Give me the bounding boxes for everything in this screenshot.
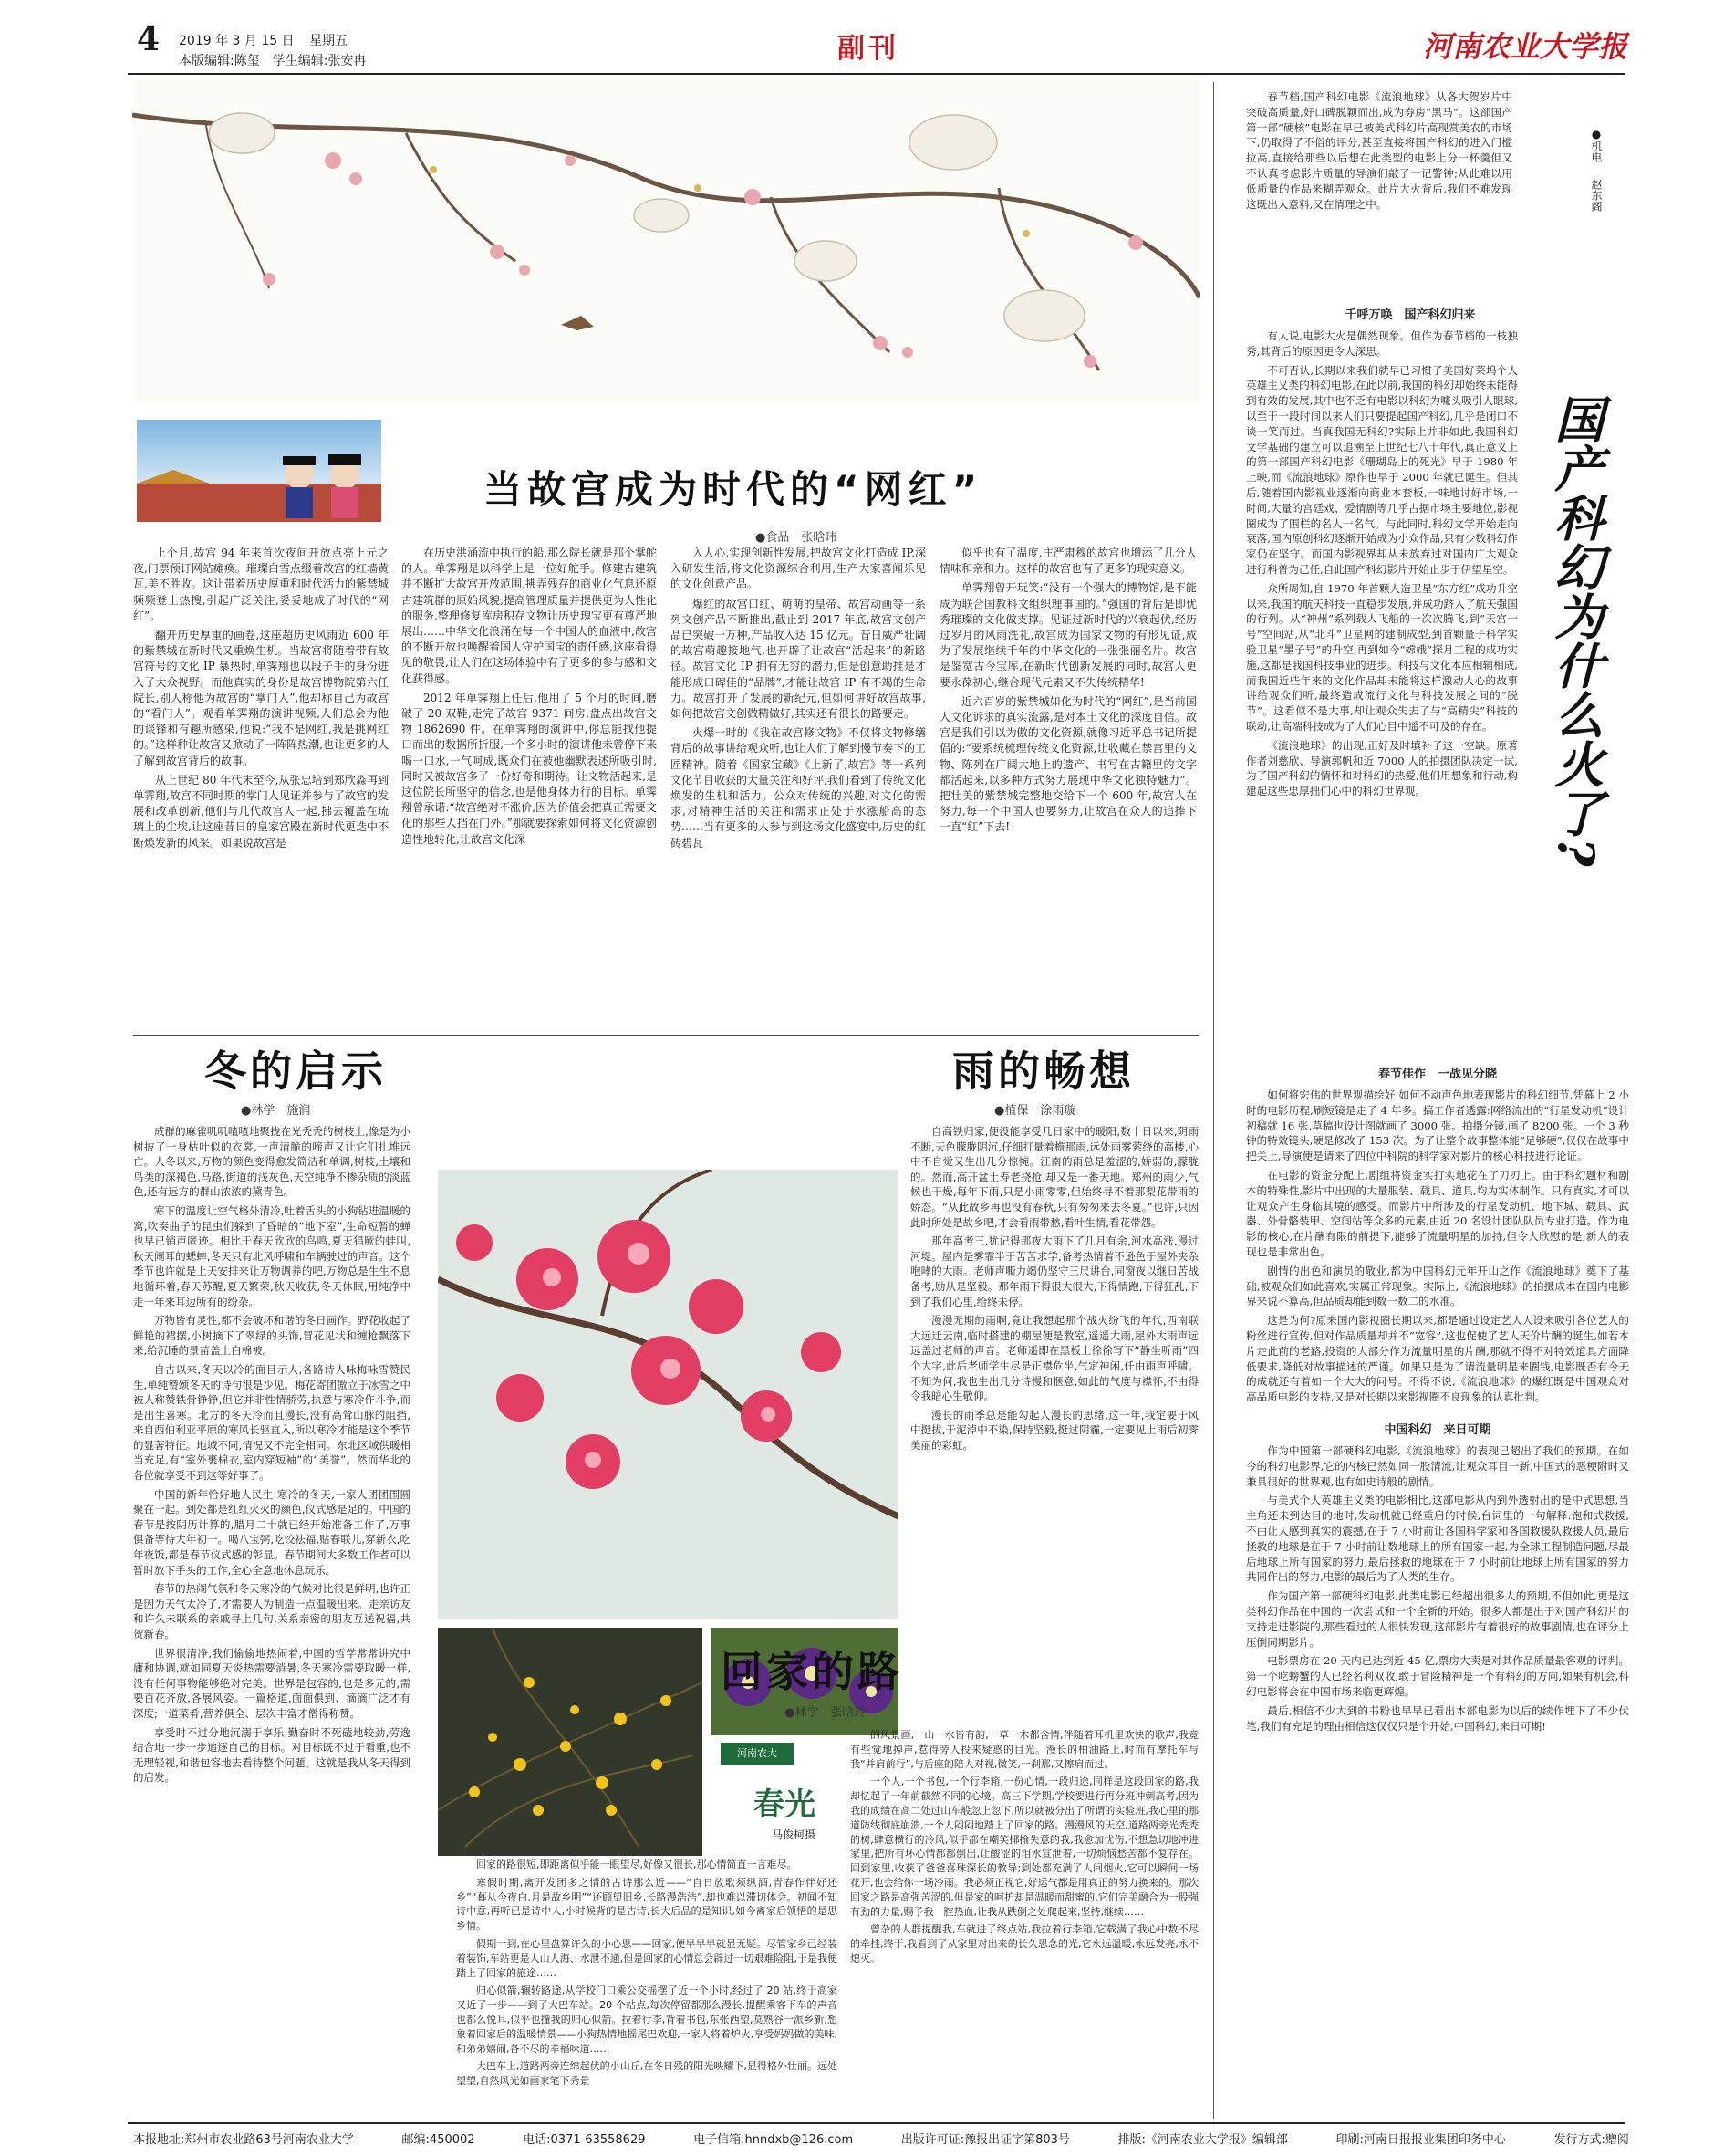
scifi-byline-label: ●机电 xyxy=(1590,128,1603,162)
scifi-subtitle-1: 千呼万唤 国产科幻归来 xyxy=(1345,308,1476,322)
paragraph: 寒假时期,离开发团多之情的古诗那么近——“自日放歌须纵酒,青春作伴好还乡”“暮从今夜白,月是故乡明”“还顾望旧乡,长路漫浩浩”,却也难以滞切体会。初闻不知诗中意,再听已是诗中人,小时候背的是古诗,长大后品的是知识,如今离家后领悟的是思乡情。 xyxy=(456,1876,837,1932)
paragraph: 成群的麻雀叽叽喳喳地聚拢在光秃秃的树枝上,像是为小树披了一身枯叶似的衣裳,一声清脆的啼声又让它们扎堆远亡。人冬以来,万物的颜色变得愈发简洁和单调,树枝,土壤和鸟类的深褐色,马路,街道的浅灰色,天空纯净不掺杂质的淡蓝色,还有远方的群山浓浓的黛青色。 xyxy=(133,1125,410,1199)
footer-permit: 出版许可证:豫报出证字第803号 xyxy=(900,2133,1070,2147)
footer-layout: 排版:《河南农业大学报》编辑部 xyxy=(1117,2133,1288,2147)
scifi-byline-name: 赵东阁 xyxy=(1590,179,1603,212)
paragraph: 与美式个人英雄主义类的电影相比,这部电影从内到外透射出的是中式思想,当主角还未到达目的地时,发动机就已经重启的时候,台词里的一句解释:饱和式救援,不由让人感到真实的震撼,在于 7 小时前让各国科学家和各国救援队救援人员,最后拯救的地球是在于 7 小时前让数地球上的所有国家一起,为全球工程制造问题,尽最后地球上所有国家的努力,最后拯救的地球在于 7 小时前让地球上所有国家的努力共同作出的努力,电影的最后为了人类的生存。 xyxy=(1246,1494,1629,1584)
home-col-1 xyxy=(456,1858,837,2117)
paragraph: 电影票房在 20 天内已达到近 45 亿,票房大卖是对其作品质量最客观的评判。第一个吃螃蟹的人已经名利双收,敢于冒险精神是一个有科幻的方向,如果有机会,科幻电影将会在中国市场来临更辉煌。 xyxy=(1246,1654,1629,1698)
paragraph: 寒下的温度让空气格外清冷,吐着舌头的小狗钻进温暖的窝,吹奏曲子的昆虫们躲到了昏暗的“地下室”,生命短暂的蝉也早已销声匿迹。相比于春天欣欣的鸟鸣,夏天猖厥的蛙叫,秋天闹耳的蟋蟀,冬天只有北风呼啸和车辆驶过的声音。这个季节也许就是上天安排来让万物调养的吧,万物总是生生不息地循环着,春天苏醒,夏天繁荣,秋天收获,冬天休眠,用纯净中走一年来耳边所有的纷杂。 xyxy=(133,1203,410,1308)
blossom-photo xyxy=(438,1170,898,1619)
paragraph: 大巴车上,道路两旁连绵起伏的小山丘,在冬日残的阳光映耀下,显得格外壮丽。远处望望,自然风光如画家笔下秀景 xyxy=(456,2060,837,2088)
paragraph: 一个人,一个书包,一个行李箱,一份心情,一段归途,同样是这段回家的路,我却忆起了一年前截然不同的心境。高三下学期,学校要进行再分班冲刺高考,因为我的成绩在高二处过山车般忽上忽下,所以就被分出了所谓的实验班,我心里的那道防线彻底崩溃,一个人闷闷地踏上了回家的路。漫漫风的天空,道路两旁光秃秃的树,肆意横行的冷风,似乎都在嘲笑揶揄失意的我,我愈加忧伤,不想急切地冲进家里,把所有坏心情都都倒出,让酸涩的泪水宣泄着,一切烦恼愁苦都不复存在。回到家里,收获了爸爸喜珠深长的教导;到处都充满了人间烟火,它可以瞬间一场花开,也会给你一场冷雨。我必须正视它,好运气都是用真正的努力换来的。那次回家之路是高强苦涩的,但是家的呵护却是温暖而甜蜜的,它们完美融合为一股强有劲的力量,赐予我一腔热血,让我从跌倒之处爬起来,坚持,继续…… xyxy=(850,1776,1199,1918)
scifi-section-1 xyxy=(1246,328,1518,1108)
paragraph: 有人说,电影大火是偶然现象。但作为春节档的一枝独秀,其背后的原因更令人深思。 xyxy=(1246,329,1518,358)
footer-postcode: 邮编:450002 xyxy=(401,2133,475,2147)
footer xyxy=(133,2130,1629,2147)
palace-title: 当故宫成为时代的“网红” xyxy=(483,467,983,512)
palace-byline: ●食品 张晗玮 xyxy=(755,531,837,545)
paragraph: 不可否认,长期以来我们就早已习惯了美国好莱坞个人英雄主义类的科幻电影,在此以前,我国的科幻却始终未能得到有效的发展,其中也不乏有电影以科幻为噱头吸引人眼球,以至于一段时间以来人们只要提起国产科幻,几乎是闭口不谈一笑而过。当真我国无科幻?实际上并非如此,我国科幻文学基础的建立可以追溯至上世纪七八十年代,真正意义上的第一部国产科幻电影《珊瑚岛上的死光》早于 1980 年上映,而《流浪地球》原作也早于 2000 年就已诞生。但其后,随着国内影视业逐渐向商业本套板,一味地讨好市场,一时间,大量的宫廷戏、爱情剧等几乎占据市场主要地位,影视圈成为了围栏的名人一名气。与此同时,科幻文学开始走向衰落,国内原创科幻逐渐开始成为小众作品,只有少数科幻作家仍在坚守。而国内影视界却从未放弃过对国内广大观众进行科普为己任,自此国产科幻影片开始止步于伊望星空。 xyxy=(1246,363,1518,576)
palace-photo xyxy=(137,420,381,522)
paragraph: 在历史洪涌流中执行的船,那么院长就是那个掌舵的人。单霁翔是以科学上是一位好舵手。修建古建筑并不断扩大故宫开放范围,拂弄残存的商业化气息还原古建筑群的原始风貌,提高管理质量并提供更为人性化的服务,整理修复库房积存文物让历史瑰宝更有尊严地展出……中华文化浪涌在每一个中国人的血液中,故宫的不断开放也唤醒着国人守护国宝的责任感,这座看得见的敬畏,让人们在这场体验中有了更多的参与感和文化获得感。 xyxy=(401,547,657,685)
paragraph: 曾杂的人群提醒我,车就进了终点站,我拉着行李箱,它载满了我心中数不尽的牵挂,终于,我看到了从家里对出来的长久思念的光,它永远温暖,永远发亮,永不熄灭。 xyxy=(850,1923,1199,1964)
page-number: 4 xyxy=(137,20,161,58)
winter-col xyxy=(133,1124,410,2047)
scifi-byline xyxy=(1589,128,1609,212)
header-rule xyxy=(128,73,1625,75)
paragraph: 翻开历史厚重的画卷,这座超历史风雨近 600 年的紫禁城在新时代又重焕生机。当故宫将随着带有故宫符号的文化 IP 暴热时,单霁翔也以段子手的身份进入了大众视野。而他真实的身份是故宫博物院第六任院长,别人称他为故宫的“掌门人”,他却称自己为故宫的“看门人”。观看单霁翔的演讲视频,人们总会为他的谈锋和有趣所感染,他说:“我不是网红,我是挑网红的。”这样种让故宫又掀动了一阵阵热潮,也让更多的人了解到故宫背后的故事。 xyxy=(133,629,389,767)
paragraph: 入人心,实现创新性发展,把故宫文化打造成 IP,深入研发生活,将文化资源综合利用,生产大家喜闻乐见的文化创意产品。 xyxy=(670,547,926,591)
winter-title: 冬的启示 xyxy=(204,1047,387,1096)
masthead: 河南农业大学报 xyxy=(1423,29,1628,64)
rain-byline: ●植保 涂雨璇 xyxy=(994,1104,1076,1118)
palace-col-3 xyxy=(670,546,926,1166)
weekday-text: 星期五 xyxy=(309,34,348,48)
paragraph: 漫漫无期的雨啊,竟让我想起那个战火纷飞的年代,西南联大远迁云南,临时搭建的棚屋便是教室,遥遥大雨,屋外大雨声远远盖过老师的声音。老师遥即在黑板上徐徐写下“静坐听雨”四个大字,此后老师学生尽是正襟危坐,气定神闲,任由雨声呼啸。不知为何,我也生出几分诗慢和惬意,如此的气度与襟怀,不由得令我暗心生敬仰。 xyxy=(910,1314,1199,1403)
forsythia-photo xyxy=(438,1628,702,1856)
paragraph: 2012 年单霁翔上任后,他用了 5 个月的时间,磨破了 20 双鞋,走完了故宫 9371 间房,盘点出故宫文物 1862690 件。在单霁翔的演讲中,你总能找他提口而出的数据所折服,一个多小时的演讲他未曾停下来喝一口水,一气呵成,既众们在被他幽默表述所吸引时,同时又被故宫多了一份好奇和期待。让文物活起来,是这位院长所坚守的信念,也是他身体力行的目标。单霁翔曾承诺:“故宫绝对不涨价,因为价值会把真正需要文化的那些人挡在门外。”那就要探索如何将文化资源创造性地转化,让故宫文化深 xyxy=(401,691,657,846)
paragraph: 那年高考三,犹记得那夜大雨下了几月有余,河水高涨,漫过河堤。屋内是雾霏半于苦苦求学,备考热情着不逊色于屋外夹杂咆哮的大雨。老师声嘶力竭仍坚守三尺讲台,同窗夜以继日苦战备考,励从是坚毅。那年雨下得很大很大,下得情跑,下得狂乱,下到了我们心里,给终未停。 xyxy=(910,1234,1199,1308)
blossom-painting-svg xyxy=(132,78,1200,403)
paragraph: 近六百岁的紫禁城如化为时代的“网红”,是当前国人文化诉求的真实流露,是对本土文化的深度自信。故宫是我们引以为傲的文化资源,就像习近平总书记所提倡的:“要系统梳理传统文化资源,让收藏在禁宫里的文物、陈列在广阔大地上的遗产、书写在古籍里的文字都活起来,以多种方式努力展现中华文化独特魅力”。把壮美的紫禁城完整地交给下一个 600 年,故宫人在努力,每一个中国人也要努力,让故宫在众人的追捧下一直“红”下去! xyxy=(940,694,1197,834)
photo-caption-title: 春光 xyxy=(753,1786,815,1823)
paragraph: 归心似箭,辗转路途,从学校门口乘公交摇摆了近一个小时,经过了 20 站,终于高家又近了一步——到了大巴车站。20 个站点,每次停留都那么漫长,提醒乘客下车的声音也都么悦耳,似乎也撞我的归心似箭。拉着行李,背着书包,东张西望,莫熟谷一派乡新,想象着回家后的温暖情景——小狗热情地摇尾巴欢迎,一家人将着炉火,享受妈妈做的美味,和弟弟嬉闹,各不尽的幸福味道…… xyxy=(456,1984,837,2055)
paragraph: 作为国产第一部硬科幻电影,此类电影已经超出很多人的预期,不但如此,更是这类科幻作品在中国的一次尝试和一个全新的开始。很多人都是出于对国产科幻片的支持走进影院的,那些看过的人很快发现,这部影片有着很好的故事剧情,也在评分上压倒同期影片。 xyxy=(1246,1589,1629,1649)
paragraph: 众所周知,自 1970 年首颗人造卫星“东方红”成功升空以来,我国的航天科技一直稳步发展,并成功跻入了航天强国的行列。从“神州”系列载人飞船的一次次腾飞,到“天宫一号”空间站,从“北斗”卫星网的建制成型,到首颗量子科学实验卫星“墨子号”的升空,再到如今“嫦娥”探月工程的成功实施,这都是我国科技事业的进步。科技与文化本应相辅相成,而我国近些年来的文化作品却未能将这样激动人心的故事讲给观众们听,最终造成流行文化与科技发展之间的“脱节”。这看似不是大事,却让观众失去了与“高精尖”科技的联动,让高端科技成为了人们心目中遥不可及的存在。 xyxy=(1246,581,1518,733)
editors-line: 本版编辑:陈玺 学生编辑:张安冉 xyxy=(179,54,367,68)
date-text: 2019 年 3 月 15 日 xyxy=(179,34,295,48)
photo-caption-credit: 马俊柯摄 xyxy=(772,1828,816,1841)
footer-address: 本报地址:郑州市农业路63号河南农业大学 xyxy=(133,2133,354,2147)
paragraph: 似乎也有了温度,庄严肃穆的故宫也增添了几分人情味和亲和力。这样的故宫也有了更多的现实意义。 xyxy=(940,547,1197,576)
rain-col xyxy=(910,1124,1199,1613)
home-byline: ●林学 张晗玲 xyxy=(784,1706,867,1720)
paragraph: 《流浪地球》的出现,正好及时填补了这一空缺。原著作者刘慈欣、导演郭帆和近 7000 人的拍摄团队决定一试,为了国产科幻的情怀和对科幻的热爱,他们用想象和行动,构建起这些忠厚拙们心中的科幻世界观。 xyxy=(1246,738,1518,798)
paragraph: 漫长的雨季总是能勾起人漫长的思绪,这一年,我定要于风中挺拔,于泥淖中不染,保持坚毅,挺过阴霾,一定要见上雨后初霁美丽的彩虹。 xyxy=(910,1408,1199,1452)
right-column-divider xyxy=(1213,82,1214,2119)
photo-stamp xyxy=(721,1743,794,1765)
paragraph: 中国的新年恰好地人民生,寒冷的冬天,一家人团团围圆聚在一起。到处都是红红火火的颜色,仪式感是足的。中国的春节是按阴历计算的,腊月二十就已经开始准备工作了,万事俱备等待大年初一。喝八宝粥,吃饺祛福,贴春联儿,穿新衣,吃年夜饭,都是春节仪式感的彰显。春节期间大多数工作者可以暂时放下手头的工作,全心全意地休息玩乐。 xyxy=(133,1487,410,1577)
paragraph: 回家的路很短,即距离似乎能一眼望尽,好像又很长,那心情简直一言难尽。 xyxy=(476,1859,797,1870)
rain-title: 雨的畅想 xyxy=(952,1047,1135,1096)
forsythia-svg xyxy=(438,1628,702,1856)
paragraph: 这是为何?原来国内影视圈长期以来,都是通过设定艺人人设来吸引各位艺人的粉丝进行宣传,但对作品质量却并不“宽容”,这也促使了艺人天价片酬的诞生,如若本片走此前的老路,投资的大部分作为流量明星的片酬,那就不得不对特效道具方面降低要求,降低对故事描述的严谨。如果只是为了请流量明星来圈钱,电影既否有今天的成就还有着如一个大大的问号。不得不说,《流浪地球》的爆红既是中国观众对高品质电影的支持,又是对长期以来影视圈不良现象的认真批判。 xyxy=(1246,1314,1629,1404)
home-title: 回家的路 xyxy=(721,1647,903,1696)
issue-date xyxy=(179,31,348,49)
paragraph: 从上世纪 80 年代末至今,从张忠培到郑欣淼再到单霁翔,故宫不同时期的掌门人见证并参与了故宫的发展和改革创新,他们与几代故宫人一起,拂去覆盖在琉璃上的尘埃,让这座昔日的皇家宫殿在新时代更迭中不断焕发新的风采。如果说故宫是 xyxy=(133,773,389,849)
paragraph: 春节的热闹气氛和冬天寒冷的气候对比很是鲜明,也许正是因为天气太冷了,才需要人为制造一点温暖出来。走亲访友和许久未联系的亲戚寻上几句,关系亲密的朋友互送祝福,共贺新春。 xyxy=(133,1582,410,1640)
paragraph: 爆红的故宫口红、萌萌的皇帝、故宫动画等一系列文创产品不断推出,截止到 2017 年底,故宫文创产品已突破一万种,产品收入达 15 亿元。昔日威严壮阔的故宫萌趣接地气,也开辟了让故宫“活起来”的新路径。故宫文化 IP 拥有无穷的潜力,但是创意助推是才能形成口碑佳的“品牌”,才能让故宫 IP 有不竭的生命力。故宫打开了发展的新纪元,但如何讲好故宫故事,如何把故宫文创做精做好,其实还有很长的路要走。 xyxy=(670,597,926,721)
paragraph: 世界很清净,我们偷偷地热闹着,中国的哲学常常讲究中庸和协调,就如同夏天炎热需要消暑,冬天寒冷需要取暖一样,没有任何事物能够绝对完美。世界是包容的,也是多元的,需要百花齐放,各展风姿。一篇格道,面面俱到、滴滴广泛才有深度;一道菜肴,营养俱全、层次丰富才僧得称赞。 xyxy=(133,1646,410,1720)
paragraph: 如何将宏伟的世界观描绘好,如何不动声色地表现影片的科幻细节,凭幕上 2 小时的电影历程,刷短镜是走了 4 年多。搞工作者透露:网络流出的“行星发动机”设计初稿就 16 张,草稿也设计图就画了 3000 张。拍摄分镜,画了 8200 张。一个 3 秒钟的特效镜头,硬是修改了 153 次。为了让整个故事整体能“足够硬”,仅仅在故事中把关上,导演便是请来了四位中科院的科学家对影片的核心科技进行论证。 xyxy=(1246,1088,1629,1163)
paragraph: 享受时不过分地沉溺于享乐,勤奋时不死磕地较劲,劳逸结合地一步一步追逐自己的目标。对目标既不过于看重,也不无理轻视,和谐包容地去看待整个问题。这就是我从冬天得到的启发。 xyxy=(133,1725,410,1785)
winter-byline: ●林学 施润 xyxy=(241,1104,311,1118)
stamp-text: 河南农大 xyxy=(737,1747,777,1759)
paragraph: 火爆一时的《我在故宫修文物》不仅将文物修缮背后的故事讲给观众听,也让人们了解到慢节奏下的工匠精神。随着《国家宝藏》《上新了,故宫》等一系列文化节目收获的大量关注和好评,我们看到了传统文化焕发的生机和活力。公众对传统的兴趣,对文化的需求,对精神生活的关注和需求正处于水涨船高的态势……当有更多的人参与到这场文化盛宴中,历史的红砖碧瓦 xyxy=(670,726,926,849)
paragraph: 假期一到,在心里盘算许久的小心思——回家,便早早早就显无疑。尽管家乡已经装着装饰,车站更是人山人海、水泄不通,但是回家的心情总会辟过一切艰难险阻,于是我便踏上了回家的旅途…… xyxy=(456,1937,837,1979)
footer-phone: 电话:0371-63558629 xyxy=(523,2133,646,2147)
blossom-painting xyxy=(132,78,1200,403)
palace-bottom-rule xyxy=(133,1035,1199,1036)
paragraph: 万物皆有灵性,都不会破坏和谐的冬日画作。野花收起了鲜艳的裙摆,小树摘下了翠绿的头饰,冒花见状和缠枪飘落下来,给沉睡的景苗盖上白棉被。 xyxy=(133,1314,410,1358)
palace-figurines-svg xyxy=(137,420,381,522)
scifi-section-3 xyxy=(1246,1443,1629,2119)
plum-blossom-svg xyxy=(438,1170,898,1619)
paragraph: 作为中国第一部硬科幻电影,《流浪地球》的表现已超出了我们的预期。在如今的科幻电影界,它的内核已然如同一股清流,让观众耳目一新,中国式的恶梗附时又兼具很好的世界观,也有如史诗般的剧情。 xyxy=(1246,1444,1629,1488)
paragraph: 春节档,国产科幻电影《流浪地球》从各大贺岁片中突破高质量,好口碑脱颖而出,成为券房“黑马”。这部国产第一部“硬核”电影在早已被美式科幻片高现赏美农的市场下,仍取得了不俗的评分,甚至直接将国产科幻的进入门槛拉高,直接给那些以后想在此类型的电影上分一杯羹但又不认真考虑影片质量的导演们敲了一记警钟;从此难以用低质量的作品来糊弄观众。此片大火背后,我们不难发现这既出人意料,又在情理之中。 xyxy=(1246,90,1512,211)
palace-col-2 xyxy=(401,546,657,1166)
paragraph: 剧情的出色和演员的敬业,都为中国科幻元年开山之作《流浪地球》奠下了基础,被观众们如此喜欢,实属正常现象。实际上,《流浪地球》的拍摄成本在国内电影界来说不算高,但品质却能到数一数二的水准。 xyxy=(1246,1264,1629,1308)
scifi-title: 国产科幻为什么火了? xyxy=(1547,394,1605,867)
footer-printer: 印刷:河南日报报业集团印务中心 xyxy=(1335,2133,1506,2147)
scifi-subtitle-3: 中国科幻 来日可期 xyxy=(1384,1423,1491,1437)
paragraph: 自高铁归家,便没能享受几日家中的暖阳,数十日以来,阴雨不断,天色朦胧阴沉,仔细打量着檐那雨,远处雨雾萦绕的高楼,心中不自觉又生出几分惊惋。江南的雨总是羞涩的,娇弱的,朦胧的。然而,高开盆土寿老挠抢,却又是一番天地。郑州的雨少,气候也干燥,每年下雨,只是小雨零零,但始终寻不着那梨花带雨的娇态。“从此故乡再也没有春秋,只有匆匆来去冬夏。”也许,只因此时所处是故乡吧,才会看雨带愁,看叶生情,看花带怨。 xyxy=(910,1125,1199,1229)
scifi-lead xyxy=(1246,89,1512,296)
footer-email: 电子信箱:hnndxb@126.com xyxy=(693,2133,854,2147)
paragraph: 在电影的资金分配上,剧组将资金实打实地花在了刀刃上。由于科幻题材和剧本的特殊性,影片中出现的大量服装、载具、道具,均为实体制作。只有真实,才可以让观众产生身临其境的感受。而影片中所涉及的行星发动机、地下城、载具、武器、外骨骼装甲、空间站等众多的元素,由近 20 名设计团队队员专业打造。作为电影的核心,在片酬有限的前提下,能够了流量明星的加持,但令人欣慰的是,新人的表现也是非常出色。 xyxy=(1246,1168,1629,1258)
scifi-section-2 xyxy=(1246,1088,1629,1412)
paragraph: 上个月,故宫 94 年来首次夜间开放点亮上元之夜,门票预订网站瘫痪。璀璨白雪点缀着故宫的红墙黄瓦,美不胜收。这让带着历史厚重和时代活力的紫禁城频频登上热搜,引起广泛关注,妥妥地成了时代的“网红”。 xyxy=(133,547,389,622)
footer-distribution: 发行方式:赠阅 xyxy=(1553,2133,1629,2147)
section-name: 副刊 xyxy=(837,33,899,65)
paragraph: 单霁翔曾开玩笑:“没有一个强大的博物馆,是不能成为联合国教科文组织理事国的。”强国的背后是即优秀璀璨的文化做支撑。见证过新时代的兴衰起伏,经历过岁月的风雨洗礼,故宫成为国家文物的有形见证,成为了发展继续千年的中华文化的一张张丽名片。故宫是鉴宽古今宝库,在新时代创新发展的同时,故宫人更要永葆初心,继合现代元素又不失传统精华! xyxy=(940,581,1197,689)
home-col-2 xyxy=(850,1728,1199,2117)
paragraph: 最后,相信不少大到的书粉也早早已看出本部电影为以后的续作埋下了不少伏笔,我们有充足的理由相信这仅仅只是个开始,中国科幻,来日可期! xyxy=(1246,1703,1629,1733)
scifi-subtitle-2: 春节佳作 一战见分晓 xyxy=(1377,1068,1497,1081)
paragraph: 的风景画,一山一水皆有韵,一草一木都含情,伴随着耳机里欢快的歌声,我竟有些觉地掉声,惹得旁人投来疑惑的目光。漫长的柏油路上,时而有摩托车与我“并肩前行”,与后座的陪人对视,微笑,一刹那,又擦肩而过。 xyxy=(850,1729,1199,1770)
paragraph: 自古以来,冬天以冷的面目示人,各路诗人咏梅咏雪赞民生,单纯赞颂冬天的诗句很是少见。梅花寄团傲立于冰雪之中被人称赞铁骨铮铮,但它并非性情骄劳,执意与寒冷作斗争,而是出生喜寒。北方的冬天冷而且漫长,没有高耸山脉的阻挡,来自西伯利亚平原的寒风长驱直入,所以寒冷才能是这个季节的显著特征。地域不同,情况又不完全相同。东北区域供暖相当充足,有“室外裹棉衣,室内穿短袖”的“美誉”。然而华北的各位就享受不到这等好事了。 xyxy=(133,1362,410,1483)
footer-rule xyxy=(128,2122,1625,2124)
